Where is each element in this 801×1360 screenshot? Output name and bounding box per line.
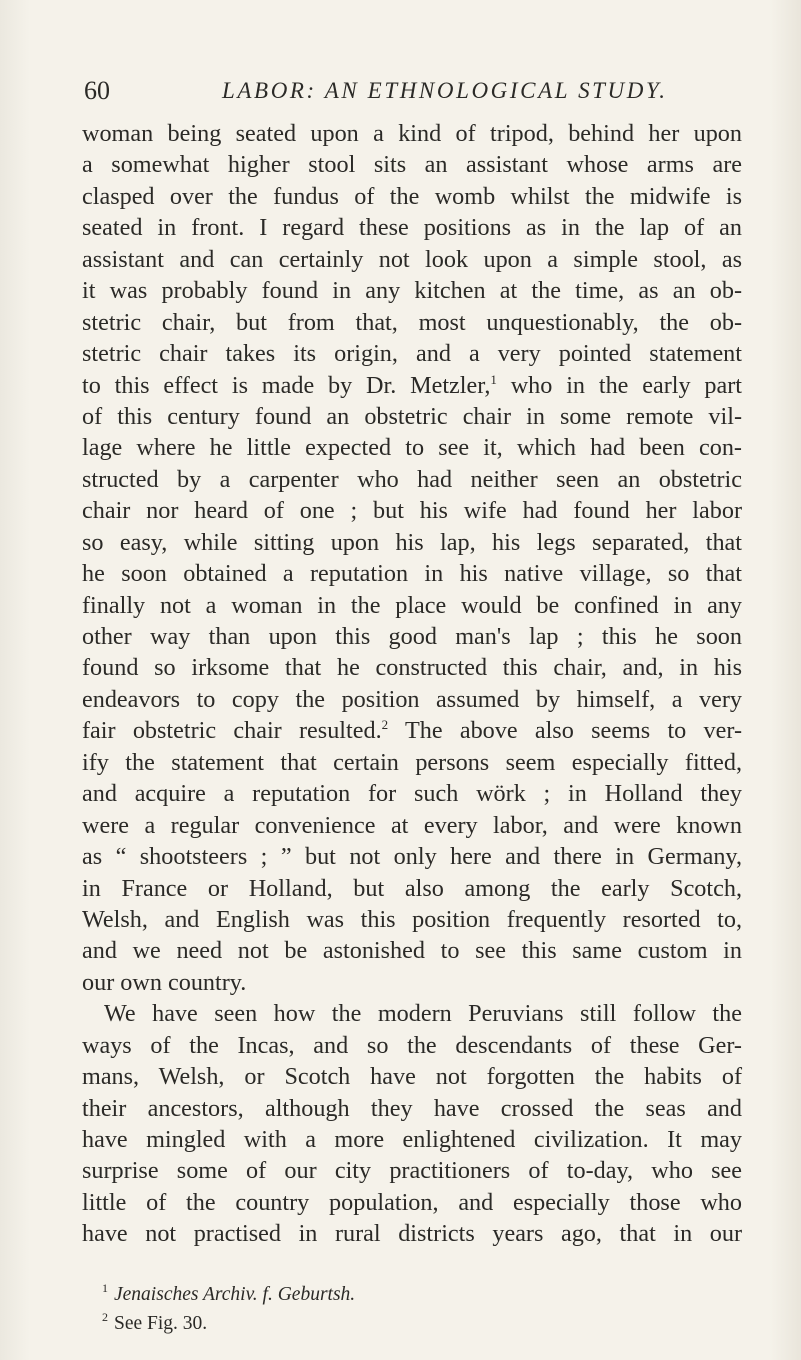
text-line: Welsh, and English was this position frequently resorted to, [82, 905, 742, 933]
footnote-reference-2[interactable]: 2 [381, 717, 389, 733]
page-number: 60 [84, 76, 110, 105]
text-line: ify the statement that certain persons seem especially fitted, [82, 748, 742, 776]
text-segment: fair obstetric chair resulted. [82, 717, 382, 745]
text-line: it was probably found in any kitchen at the time, as an ob- [82, 277, 742, 305]
text-line: of this century found an obstetric chair in some remote vil- [82, 402, 742, 430]
text-segment: to this effect is made by Dr. Metzler, [82, 371, 491, 399]
footnotes [102, 1277, 602, 1335]
text-segment: who in the early part [496, 371, 742, 399]
text-line: other way than upon this good man's lap ; this he soon [82, 623, 742, 650]
text-line: in France or Holland, but also among the early Scotch, [82, 874, 742, 902]
text-line: he soon obtained a reputation in his native village, so that [82, 560, 742, 588]
text-line: and acquire a reputation for such wörk ; in Holland they [82, 780, 742, 808]
text-line: mans, Welsh, or Scotch have not forgotten the habits of [82, 1063, 742, 1091]
text-line: stetric chair, but from that, most unquestionably, the ob- [82, 308, 742, 336]
text-line-with-footnote [82, 715, 742, 746]
text-line: surprise some of our city practitioners of to-day, who see [82, 1157, 742, 1185]
text-line: as “ shootsteers ; ” but not only here and there in Germany, [82, 843, 742, 871]
footnote-2 [102, 1306, 602, 1335]
footnote-text: See Fig. 30. [114, 1313, 208, 1334]
text-line: chair nor heard of one ; but his wife had found her labor [82, 497, 742, 525]
text-line: have mingled with a more enlightened civilization. It may [82, 1126, 742, 1153]
running-title: LABOR: AN ETHNOLOGICAL STUDY. [222, 78, 668, 103]
footnote-mark: 1 [102, 1281, 108, 1295]
text-line-with-footnote [82, 370, 742, 401]
text-line: clasped over the fundus of the womb whilst the midwife is [82, 182, 742, 210]
text-line: little of the country population, and especially those who [82, 1188, 742, 1216]
text-line: lage where he little expected to see it, which had been con- [82, 434, 742, 462]
paragraph-start: We have seen how the modern Peruvians still follow the [104, 1000, 742, 1028]
running-head [84, 74, 724, 108]
text-line: assistant and can certainly not look upon a simple stool, as [82, 245, 742, 273]
text-line: ways of the Incas, and so the descendants of these Ger- [82, 1031, 742, 1059]
footnote-text: Jenaisches Archiv. f. Geburtsh. [114, 1284, 356, 1305]
text-line: stetric chair takes its origin, and a very pointed statement [82, 340, 742, 368]
text-line: and we need not be astonished to see this same custom in [82, 937, 742, 965]
text-line: our own country. [82, 968, 247, 996]
text-line: were a regular convenience at every labor, and were known [82, 811, 742, 839]
text-line: endeavors to copy the position assumed by himself, a very [82, 685, 742, 713]
text-line: a somewhat higher stool sits an assistant whose arms are [82, 151, 742, 179]
body-text [82, 118, 742, 1250]
text-line: their ancestors, although they have crossed the seas and [82, 1094, 742, 1122]
text-line: found so irksome that he constructed this chair, and, in his [82, 654, 742, 682]
footnote-1 [102, 1277, 602, 1306]
text-line: structed by a carpenter who had neither seen an obstetric [82, 465, 742, 493]
text-line: woman being seated upon a kind of tripod, behind her upon [82, 120, 742, 147]
text-line: so easy, while sitting upon his lap, his legs separated, that [82, 528, 742, 556]
footnote-mark: 2 [102, 1310, 108, 1324]
text-line: have not practised in rural districts years ago, that in our [82, 1220, 742, 1248]
text-segment: The above also seems to ver- [388, 717, 742, 745]
text-line: seated in front. I regard these positions as in the lap of an [82, 214, 742, 242]
footnote-reference-1[interactable]: 1 [490, 371, 497, 387]
text-line: finally not a woman in the place would be confined in any [82, 591, 742, 619]
